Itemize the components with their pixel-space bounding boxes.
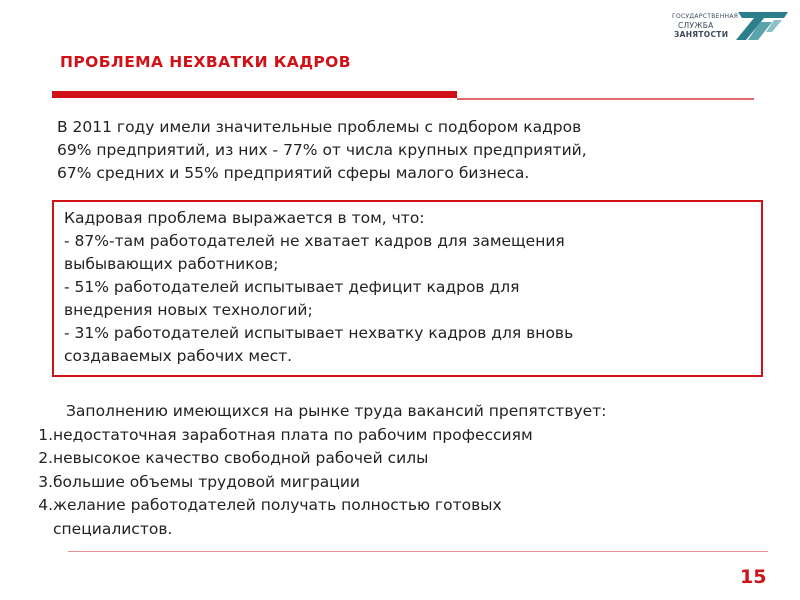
- box-line: создаваемых рабочих мест.: [64, 347, 293, 365]
- list-item-text: недостаточная заработная плата по рабочим профессиям: [53, 425, 533, 444]
- page-number: 15: [740, 566, 767, 588]
- list-item-number: 1.: [38, 425, 53, 444]
- list-item-text: большие объемы трудовой миграции: [53, 472, 360, 491]
- employment-service-emblem-icon: [734, 10, 790, 42]
- intro-paragraph: [57, 116, 767, 185]
- page-title: ПРОБЛЕМА НЕХВАТКИ КАДРОВ: [60, 53, 351, 71]
- logo-text-line2: СЛУЖБА: [678, 21, 714, 30]
- intro-line: В 2011 году имели значительные проблемы с подбором кадров: [57, 118, 582, 136]
- list-item-text: желание работодателей получать полностью готовых: [53, 496, 502, 514]
- logo-text-line1: ГОСУДАРСТВЕННАЯ: [672, 13, 739, 20]
- footer-divider: [68, 551, 768, 552]
- list-item: [16, 447, 428, 471]
- list-item-continuation: специалистов.: [53, 519, 173, 538]
- box-line: - 51% работодателей испытывает дефицит кадров для: [64, 278, 520, 296]
- list-item: [16, 424, 533, 448]
- list-item-number: 2.: [38, 449, 53, 467]
- list-heading: Заполнению имеющихся на рынке труда вакансий препятствует:: [66, 402, 607, 420]
- box-line: - 87%-там работодателей не хватает кадров для замещения: [64, 232, 565, 250]
- list-item-text: невысокое качество свободной рабочей силы: [53, 449, 429, 467]
- title-underline-thick: [52, 91, 457, 98]
- logo-text-line3: ЗАНЯТОСТИ: [674, 30, 729, 39]
- list-item: [16, 494, 502, 518]
- box-line: выбывающих работников;: [64, 255, 279, 273]
- title-underline-thin: [457, 98, 754, 100]
- box-line: - 31% работодателей испытывает нехватку кадров для вновь: [64, 324, 574, 342]
- logo: [672, 10, 790, 44]
- intro-line: 67% средних и 55% предприятий сферы малого бизнеса.: [57, 164, 530, 182]
- box-line: внедрения новых технологий;: [64, 301, 313, 319]
- box-line: Кадровая проблема выражается в том, что:: [64, 209, 425, 227]
- list-item: [16, 471, 360, 495]
- intro-line: 69% предприятий, из них - 77% от числа крупных предприятий,: [57, 141, 587, 159]
- list-item-number: 4.: [38, 496, 53, 514]
- list-item-number: 3.: [38, 472, 53, 491]
- staffing-problem-box: [52, 200, 763, 377]
